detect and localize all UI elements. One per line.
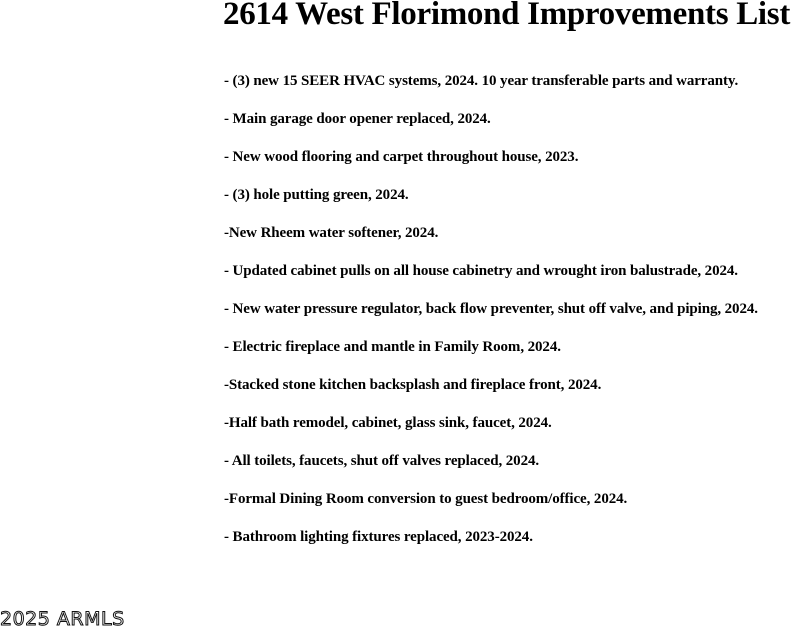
copyright-watermark: 2025 ARMLS — [0, 608, 125, 630]
list-item: - Bathroom lighting fixtures replaced, 2023-2024. — [224, 529, 533, 545]
list-item: - Updated cabinet pulls on all house cabinetry and wrought iron balustrade, 2024. — [224, 263, 738, 279]
list-item: - New water pressure regulator, back flow preventer, shut off valve, and piping, 2024. — [224, 301, 758, 317]
list-item: - Main garage door opener replaced, 2024. — [224, 111, 491, 127]
list-item: - (3) hole putting green, 2024. — [224, 187, 409, 203]
list-item: -Stacked stone kitchen backsplash and fireplace front, 2024. — [224, 377, 602, 393]
list-item: - New wood flooring and carpet throughout house, 2023. — [224, 149, 579, 165]
list-item: -New Rheem water softener, 2024. — [224, 225, 439, 241]
list-item: - Electric fireplace and mantle in Family Room, 2024. — [224, 339, 561, 355]
improvements-list — [224, 70, 758, 564]
document-title: 2614 West Florimond Improvements List — [223, 0, 791, 32]
list-item: - All toilets, faucets, shut off valves replaced, 2024. — [224, 453, 540, 469]
list-item: -Formal Dining Room conversion to guest bedroom/office, 2024. — [224, 491, 628, 507]
list-item: - (3) new 15 SEER HVAC systems, 2024. 10 year transferable parts and warranty. — [224, 73, 739, 89]
list-item: -Half bath remodel, cabinet, glass sink, faucet, 2024. — [224, 415, 552, 431]
